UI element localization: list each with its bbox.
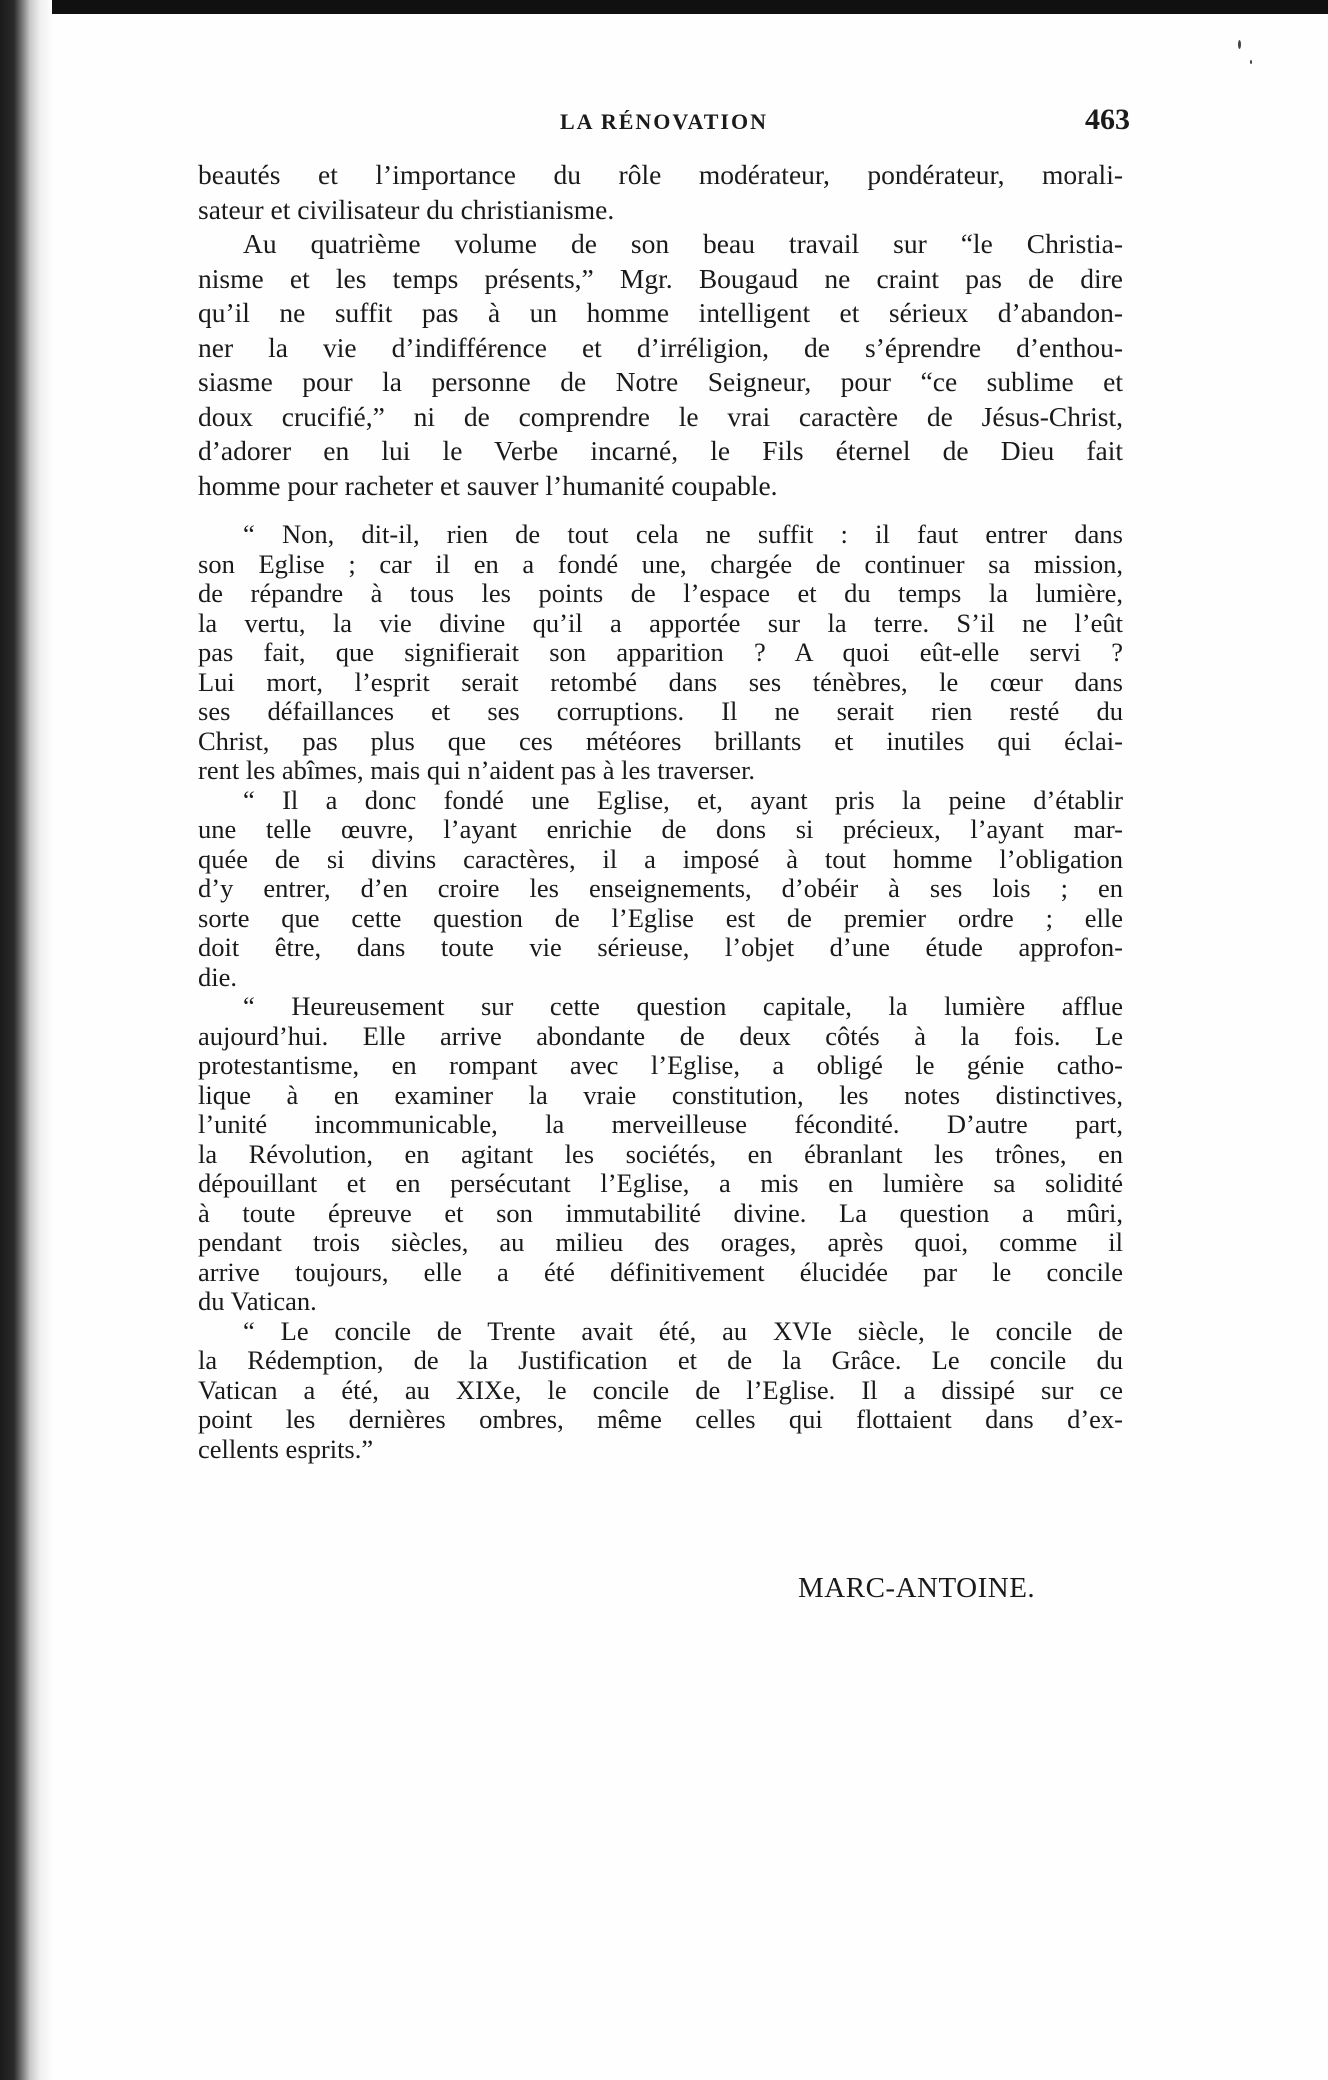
- scan-left-border: [0, 0, 52, 2080]
- text-line: nisme et les temps présents,” Mgr. Bougaud ne craint pas de dire: [198, 262, 1123, 294]
- text-line: d’y entrer, d’en croire les enseignements, d’obéir à ses lois ; en: [198, 873, 1123, 903]
- text-line: son Eglise ; car il en a fondé une, chargée de continuer sa mission,: [198, 548, 1123, 579]
- text-line: siasme pour la personne de Notre Seigneur, pour “ce sublime et: [198, 366, 1123, 397]
- text-line: du Vatican.: [198, 1286, 317, 1316]
- text-line: cellents esprits.”: [198, 1433, 374, 1464]
- text-line: homme pour racheter et sauver l’humanité coupable.: [198, 469, 778, 501]
- text-line: la Révolution, en agitant les sociétés, en ébranlant les trônes, en: [198, 1138, 1123, 1169]
- text-line: aujourd’hui. Elle arrive abondante de deux côtés à la fois. Le: [198, 1020, 1123, 1051]
- text-line: die.: [198, 961, 237, 992]
- quote-paragraph-2: [198, 786, 1123, 993]
- text-line: point les dernières ombres, même celles qui flottaient dans d’ex-: [198, 1404, 1123, 1434]
- text-line: Au quatrième volume de son beau travail sur “le Christia-: [243, 228, 1123, 259]
- text-line: la Rédemption, de la Justification et de la Grâce. Le concile du: [198, 1345, 1123, 1375]
- page-header: [210, 103, 1130, 143]
- text-line: de répandre à tous les points de l’espace et du temps la lumière,: [198, 578, 1123, 608]
- text-line: rent les abîmes, mais qui n’aident pas à les traverser.: [198, 755, 756, 785]
- text-line: doit être, dans toute vie sérieuse, l’objet d’une étude approfon-: [198, 932, 1123, 962]
- text-line: ner la vie d’indifférence et d’irréligion, de s’éprendre d’enthou-: [198, 331, 1123, 363]
- text-line: “ Il a donc fondé une Eglise, et, ayant pris la peine d’établir: [243, 784, 1123, 815]
- text-line: “ Le concile de Trente avait été, au XVIe siècle, le concile de: [243, 1315, 1123, 1346]
- text-line: sateur et civilisateur du christianisme.: [198, 193, 615, 225]
- dust-speck: [1238, 40, 1241, 49]
- scan-top-border: [0, 0, 1328, 14]
- page-number: 463: [1085, 103, 1130, 136]
- running-title: LA RÉNOVATION: [560, 109, 768, 134]
- text-line: lique à en examiner la vraie constitution, les notes distinctives,: [198, 1079, 1123, 1110]
- intro-paragraph: [198, 158, 1123, 227]
- text-line: quée de si divins caractères, il a imposé à tout homme l’obligation: [198, 843, 1123, 874]
- body-text: [198, 158, 1123, 1464]
- text-line: Lui mort, l’esprit serait retombé dans ses ténèbres, le cœur dans: [198, 666, 1123, 697]
- text-line: l’unité incommunicable, la merveilleuse fécondité. D’autre part,: [198, 1109, 1123, 1139]
- text-line: beautés et l’importance du rôle modérateur, pondérateur, morali-: [198, 159, 1123, 190]
- text-line: doux crucifié,” ni de comprendre le vrai caractère de Jésus-Christ,: [198, 400, 1123, 432]
- text-line: une telle œuvre, l’ayant enrichie de dons si précieux, l’ayant mar-: [198, 814, 1123, 844]
- text-line: ses défaillances et ses corruptions. Il ne serait rien resté du: [198, 696, 1123, 726]
- text-line: pendant trois siècles, au milieu des orages, après quoi, comme il: [198, 1227, 1123, 1257]
- dust-speck: [1250, 60, 1252, 64]
- quote-paragraph-1: [198, 520, 1123, 786]
- bougaud-paragraph: [198, 227, 1123, 503]
- text-line: Vatican a été, au XIXe, le concile de l’Eglise. Il a dissipé sur ce: [198, 1374, 1123, 1405]
- text-line: arrive toujours, elle a été définitivement élucidée par le concile: [198, 1256, 1123, 1287]
- text-line: d’adorer en lui le Verbe incarné, le Fils éternel de Dieu fait: [198, 435, 1123, 466]
- quote-paragraph-3: [198, 992, 1123, 1317]
- text-line: à toute épreuve et son immutabilité divine. La question a mûri,: [198, 1197, 1123, 1228]
- text-line: pas fait, que signifierait son apparition ? A quoi eût-elle servi ?: [198, 637, 1123, 667]
- quote-paragraph-4: [198, 1317, 1123, 1465]
- text-line: “ Non, dit-il, rien de tout cela ne suffit : il faut entrer dans: [243, 519, 1123, 549]
- text-line: la vertu, la vie divine qu’il a apportée sur la terre. S’il ne l’eût: [198, 607, 1123, 638]
- author-signature: MARC-ANTOINE.: [798, 1572, 1036, 1604]
- text-line: sorte que cette question de l’Eglise est de premier ordre ; elle: [198, 902, 1123, 933]
- text-line: “ Heureusement sur cette question capitale, la lumière afflue: [243, 991, 1123, 1021]
- text-line: Christ, pas plus que ces météores brillants et inutiles qui éclai-: [198, 725, 1123, 756]
- text-line: protestantisme, en rompant avec l’Eglise, a obligé le génie catho-: [198, 1050, 1123, 1080]
- paragraph-gap: [198, 503, 1123, 520]
- text-line: dépouillant et en persécutant l’Eglise, a mis en lumière sa solidité: [198, 1168, 1123, 1198]
- text-line: qu’il ne suffit pas à un homme intelligent et sérieux d’abandon-: [198, 297, 1123, 328]
